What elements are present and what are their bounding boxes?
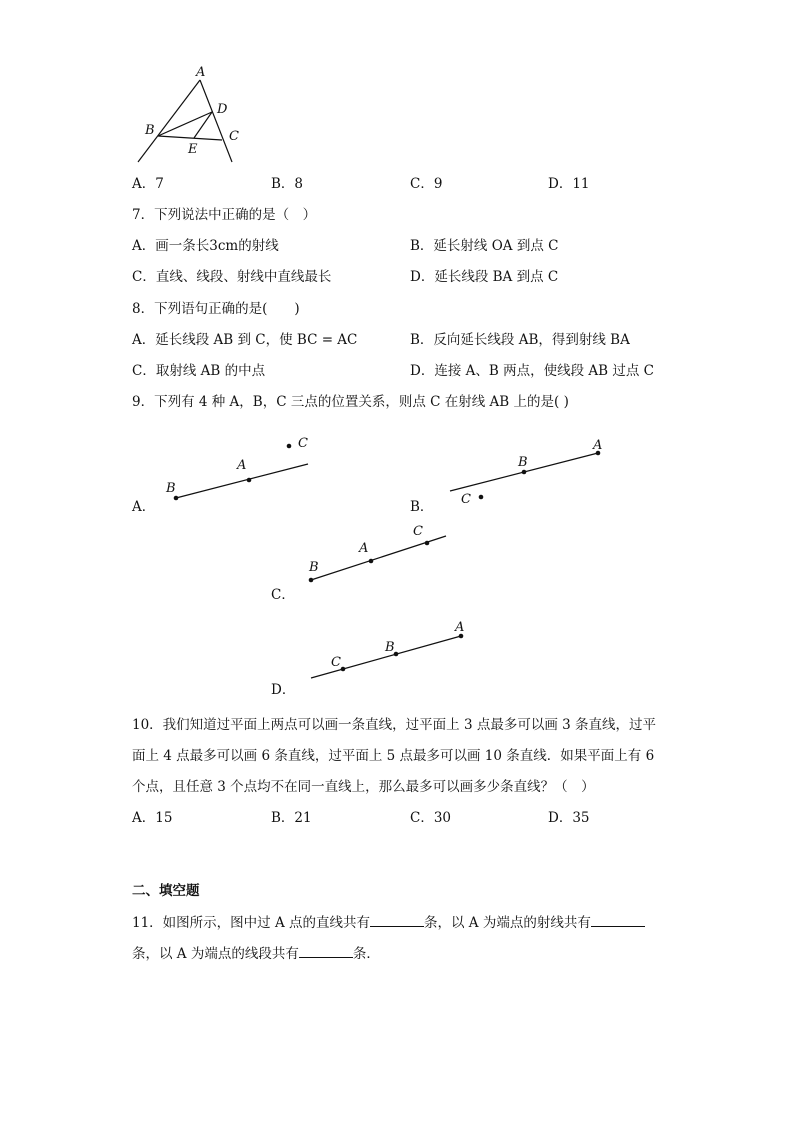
q9c-label-b: B [309,560,319,575]
q9b-label-c: C [461,492,471,507]
q11-part3: 条，以 A 为端点的线段共有 [132,946,299,962]
q9-option-c[interactable]: C． [271,587,295,603]
q8-option-b[interactable]: B．反向延长线段 AB，得到射线 BA [410,332,630,348]
q11-line2 [132,942,380,962]
q8-option-a[interactable]: A．延长线段 AB 到 C，使 BC = AC [132,332,358,348]
q11-part1: 11．如图所示，图中过 A 点的直线共有 [132,915,371,931]
q9c-label-a: A [359,541,369,556]
q6-label-c: C [229,129,239,144]
q10-stem-line3: 个点，且任意 3 个点均不在同一直线上，那么最多可以画多少条直线？（ ） [132,779,595,795]
q11-blank-1[interactable] [370,914,424,927]
q7-option-b[interactable]: B．延长射线 OA 到点 C [410,238,559,254]
q9d-label-a: A [455,620,465,635]
q9c-label-c: C [413,524,423,539]
q9b-label-b: B [518,455,528,470]
q9-stem: 9．下列有 4 种 A，B，C 三点的位置关系，则点 C 在射线 AB 上的是( ) [132,394,569,410]
q10-stem-line1: 10．我们知道过平面上两点可以画一条直线，过平面上 3 点最多可以画 3 条直线，过平 [132,717,657,733]
q11-part4: 条． [352,946,380,962]
q9a-label-a: A [237,458,247,473]
q10-option-c[interactable]: C．30 [410,810,452,826]
q9b-label-a: A [593,438,603,453]
q7-option-d[interactable]: D．延长线段 BA 到点 C [410,269,559,285]
q7-stem: 7．下列说法中正确的是（ ） [132,207,317,223]
q10-option-d[interactable]: D．35 [548,810,590,826]
q9a-label-b: B [166,481,176,496]
q9-option-b[interactable]: B． [410,499,434,515]
q9-figure-b [450,438,602,507]
q10-option-b[interactable]: B．21 [271,810,312,826]
q9d-label-c: C [331,655,341,670]
q6-option-b[interactable]: B．8 [271,176,304,192]
q9-figure-c [308,524,446,582]
q8-stem: 8．下列语句正确的是( ) [132,301,300,317]
q7-option-c[interactable]: C．直线、线段、射线中直线最长 [132,269,332,285]
q6-option-d[interactable]: D．11 [548,176,590,192]
q6-label-e: E [188,142,198,157]
q8-option-d[interactable]: D．连接 A、B 两点，使线段 AB 过点 C [410,363,654,379]
q6-label-b: B [145,123,155,138]
q8-option-c[interactable]: C．取射线 AB 的中点 [132,363,266,379]
q6-label-d: D [217,102,228,117]
q11-blank-3[interactable] [299,945,353,958]
q9d-label-b: B [385,640,395,655]
q11-blank-2[interactable] [591,914,645,927]
q10-stem-line2: 面上 4 点最多可以画 6 条直线，过平面上 5 点最多可以画 10 条直线．如果平面上有 6 [132,748,655,764]
q11-line1 [132,911,645,931]
q6-label-a: A [196,65,206,80]
q9-figure-a [165,436,308,500]
q9-option-a[interactable]: A． [132,499,156,515]
q7-option-a[interactable]: A．画一条长3cm的射线 [132,238,279,254]
q9a-label-c: C [298,436,308,451]
q9-figure-d [311,620,464,678]
q11-part2: 条，以 A 为端点的射线共有 [424,915,591,931]
q6-option-c[interactable]: C．9 [410,176,443,192]
section-title-fill-in: 二、填空题 [132,883,200,899]
q10-option-a[interactable]: A．15 [132,810,173,826]
q6-option-a[interactable]: A．7 [132,176,164,192]
q9-option-d[interactable]: D． [271,682,296,698]
